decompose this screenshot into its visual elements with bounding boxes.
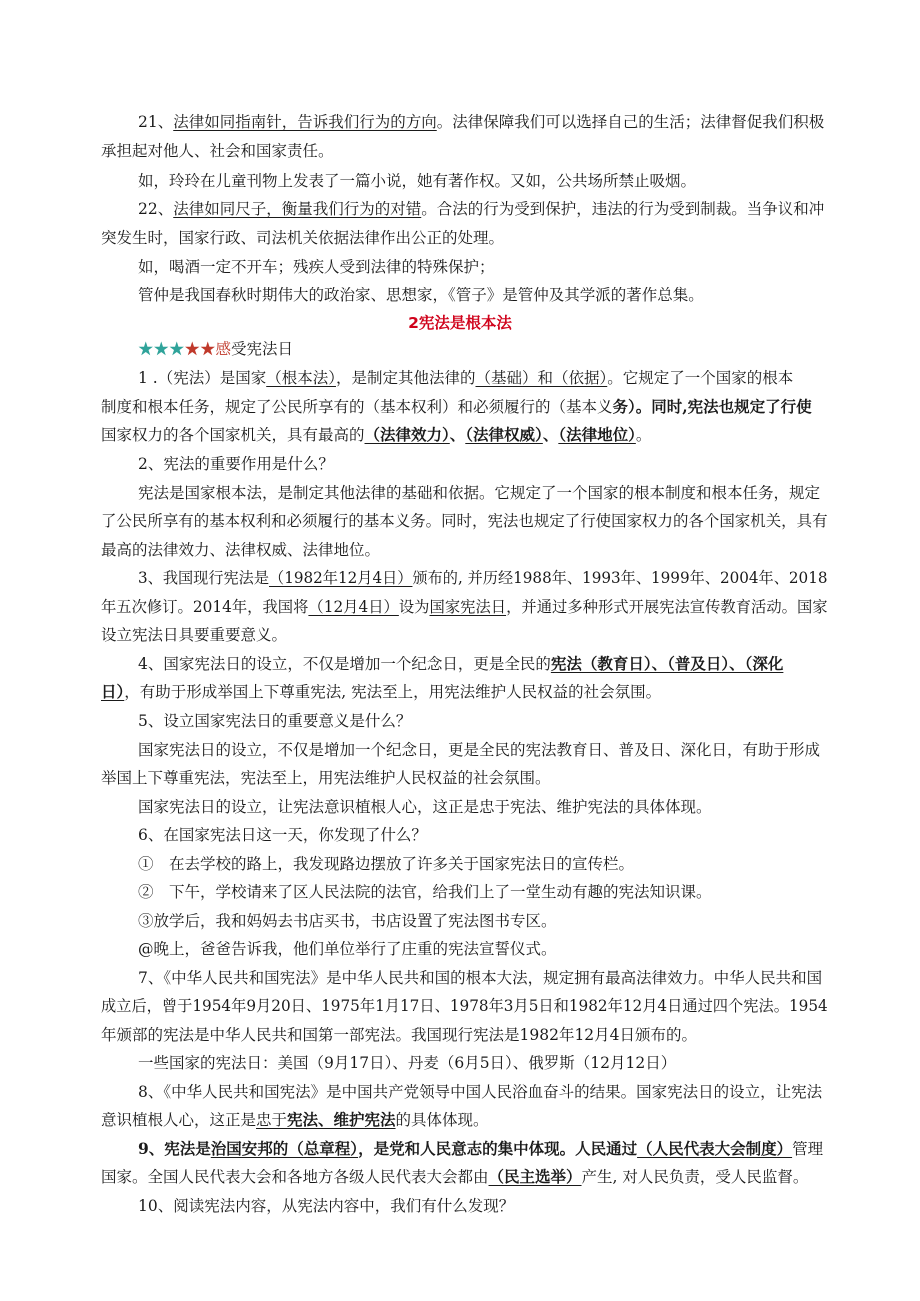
underlined-text: 宪法、维护宪法 bbox=[287, 1110, 396, 1129]
bold-text: 。同时,宪法也规定了行使 bbox=[635, 397, 812, 416]
bold-text: 9、宪法是 bbox=[138, 1139, 211, 1158]
q4-line-1 bbox=[138, 653, 783, 675]
q8-line-2 bbox=[101, 1109, 489, 1131]
q3-line-1 bbox=[138, 567, 828, 589]
text: ，并通过多种形式开展宪法宣传教育活动。国家 bbox=[506, 598, 828, 616]
q7-line-1: 7、《中华人民共和国宪法》是中华人民共和国的根本大法，规定拥有最高法律效力。中华人民共和国 bbox=[138, 969, 823, 987]
text: 的具体体现。 bbox=[395, 1111, 489, 1129]
text: 颁布的, 并历经1988年、1993年、1999年、2004年、2018 bbox=[412, 569, 828, 587]
q8-line-1: 8、《中华人民共和国宪法》是中国共产党领导中国人民浴血奋斗的结果。国家宪法日的设立，让宪法 bbox=[138, 1083, 823, 1101]
underlined-text: （基础）和（依据） bbox=[475, 369, 608, 387]
rating-label-accent: 感 bbox=[215, 340, 232, 358]
q6-item-3: ③放学后，我和妈妈去书店买书，书店设置了宪法图书专区。 bbox=[138, 912, 557, 930]
q9-line-2 bbox=[101, 1166, 808, 1188]
text: 国家权力的各个国家机关，具有最高的 bbox=[101, 426, 365, 444]
paragraph-21-line-2: 承担起对他人、社会和国家责任。 bbox=[101, 142, 334, 160]
underlined-text: （法律效力） bbox=[364, 425, 450, 444]
underlined-text: （1982年12月4日） bbox=[269, 569, 413, 587]
q6-item-2: ② 下午，学校请来了区人民法院的法官，给我们上了一堂生动有趣的宪法知识课。 bbox=[138, 883, 712, 901]
bold-text: 务） bbox=[612, 397, 636, 416]
underlined-text: 法律如同尺子，衡量我们行为的对错 bbox=[173, 200, 422, 218]
text: 。合法的行为受到保护，违法的行为受到制裁。当争议和冲 bbox=[421, 200, 825, 218]
paragraph-22-line-2: 突发生时，国家行政、司法机关依据法律作出公正的处理。 bbox=[101, 229, 505, 247]
text: ，是制定其他法律的 bbox=[335, 369, 476, 387]
underlined-text: 宪法（教育日）、（普及日）、（深化 bbox=[550, 654, 784, 673]
q10-question: 10、阅读宪法内容，从宪法内容中，我们有什么发现？ bbox=[138, 1197, 515, 1215]
text: 。 bbox=[635, 426, 652, 444]
q5-answer-line-1: 国家宪法日的设立，不仅是增加一个纪念日，更是全民的宪法教育日、普及日、深化日，有助于形成 bbox=[138, 741, 821, 759]
text: 年五次修订。2014年，我国将 bbox=[101, 598, 309, 616]
underlined-text: （法律权威） bbox=[465, 425, 543, 444]
q1-line-3 bbox=[101, 424, 651, 446]
q6-question: 6、在国家宪法日这一天，你发现了什么？ bbox=[138, 826, 427, 844]
paragraph-22-line-1 bbox=[138, 198, 824, 220]
q6-item-4: @晚上，爸爸告诉我，他们单位举行了庄重的宪法宣誓仪式。 bbox=[138, 940, 557, 958]
q5-answer-line-3: 国家宪法日的设立，让宪法意识植根人心，这正是忠于宪法、维护宪法的具体体现。 bbox=[138, 798, 712, 816]
star-rating bbox=[138, 338, 293, 360]
example-1: 如，玲玲在儿童刊物上发表了一篇小说，她有著作权。又如，公共场所禁止吸烟。 bbox=[138, 172, 697, 190]
text: ，有助于形成举国上下尊重宪法, 宪法至上，用宪法维护人民权益的社会氛围。 bbox=[124, 683, 662, 701]
rating-label: 受宪法日 bbox=[231, 340, 294, 358]
underlined-text: （人民代表大会制度） bbox=[637, 1139, 793, 1158]
q1-line-1 bbox=[138, 367, 793, 389]
underlined-text: （法律地位） bbox=[558, 425, 636, 444]
text: 管理 bbox=[792, 1140, 824, 1158]
text: 。法律保障我们可以选择自己的生活；法律督促我们积极 bbox=[436, 113, 825, 131]
q1-line-2 bbox=[101, 396, 812, 418]
example-2: 如，喝酒一定不开车；残疾人受到法律的特殊保护； bbox=[138, 258, 495, 276]
text: 、 bbox=[542, 425, 559, 444]
example-3: 管仲是我国春秋时期伟大的政治家、思想家，《管子》是管仲及其学派的著作总集。 bbox=[138, 286, 704, 304]
q5-question: 5、设立国家宪法日的重要意义是什么？ bbox=[138, 712, 412, 730]
q2-answer-line-3: 最高的法律效力、法律权威、法律地位。 bbox=[101, 541, 381, 559]
underlined-text: 国家宪法日 bbox=[429, 598, 507, 616]
underlined-text: 法律如同指南针，告诉我们行为的方向 bbox=[173, 113, 437, 131]
text: 4、国家宪法日的设立，不仅是增加一个纪念日，更是全民的 bbox=[138, 655, 551, 673]
text: 国家。全国人民代表大会和各地方各级人民代表大会都由 bbox=[101, 1168, 489, 1186]
text: 22、 bbox=[138, 200, 174, 218]
underlined-text: （12月4日） bbox=[308, 598, 399, 616]
text: 。它规定了一个国家的根本 bbox=[607, 369, 794, 387]
text: 1 .（宪法）是国家 bbox=[138, 369, 267, 387]
underlined-text: （根本法） bbox=[266, 369, 336, 387]
q3-line-2 bbox=[101, 596, 828, 618]
star-icons-red: ★★ bbox=[184, 340, 216, 358]
text: 制度和根本任务，规定了公民所享有的（基本权利）和必须履行的（基本义 bbox=[101, 398, 613, 416]
q3-line-3: 设立宪法日具要重要意义。 bbox=[101, 626, 288, 644]
text: 3、我国现行宪法是 bbox=[138, 569, 270, 587]
q6-item-1: ① 在去学校的路上，我发现路边摆放了许多关于国家宪法日的宣传栏。 bbox=[138, 855, 635, 873]
text: 21、 bbox=[138, 113, 174, 131]
text: 产生, 对人民负责，受人民监督。 bbox=[581, 1168, 809, 1186]
q4-line-2 bbox=[101, 681, 661, 703]
bold-text: ，是党和人民意志的集中体现。人民通过 bbox=[358, 1139, 638, 1158]
q9-line-1 bbox=[138, 1138, 823, 1160]
underlined-text: 忠于 bbox=[256, 1111, 288, 1129]
underlined-text: （民主选举） bbox=[488, 1167, 582, 1186]
star-icons-teal: ★★★ bbox=[138, 340, 185, 358]
q5-answer-line-2: 举国上下尊重宪法，宪法至上，用宪法维护人民权益的社会氛围。 bbox=[101, 769, 551, 787]
text: 设为 bbox=[398, 598, 430, 616]
q7-line-3: 年颁部的宪法是中华人民共和国第一部宪法。我国现行宪法是1982年12月4日颁布的。 bbox=[101, 1026, 698, 1044]
paragraph-21-line-1 bbox=[138, 111, 824, 133]
underlined-text: 日） bbox=[101, 682, 125, 701]
text: 意识植根人心，这正是 bbox=[101, 1111, 257, 1129]
section-title: 2宪法是根本法 bbox=[408, 314, 512, 332]
q2-answer-line-1: 宪法是国家根本法，是制定其他法律的基础和依据。它规定了一个国家的根本制度和根本任务，规定 bbox=[138, 484, 821, 502]
q2-question: 2、宪法的重要作用是什么？ bbox=[138, 455, 334, 473]
q7-line-4: 一些国家的宪法日：美国（9月17日）、丹麦（6月5日）、俄罗斯（12月12日） bbox=[138, 1054, 677, 1072]
q7-line-2: 成立后，曾于1954年9月20日、1975年1月17日、1978年3月5日和1982年12月4日通过四个宪法。1954 bbox=[101, 997, 828, 1015]
underlined-text: 治国安邦的（总章程） bbox=[210, 1139, 359, 1158]
q2-answer-line-2: 了公民所享有的基本权利和必须履行的基本义务。同时，宪法也规定了行使国家权力的各个国家机关，具有 bbox=[101, 512, 828, 530]
text: 、 bbox=[449, 425, 466, 444]
